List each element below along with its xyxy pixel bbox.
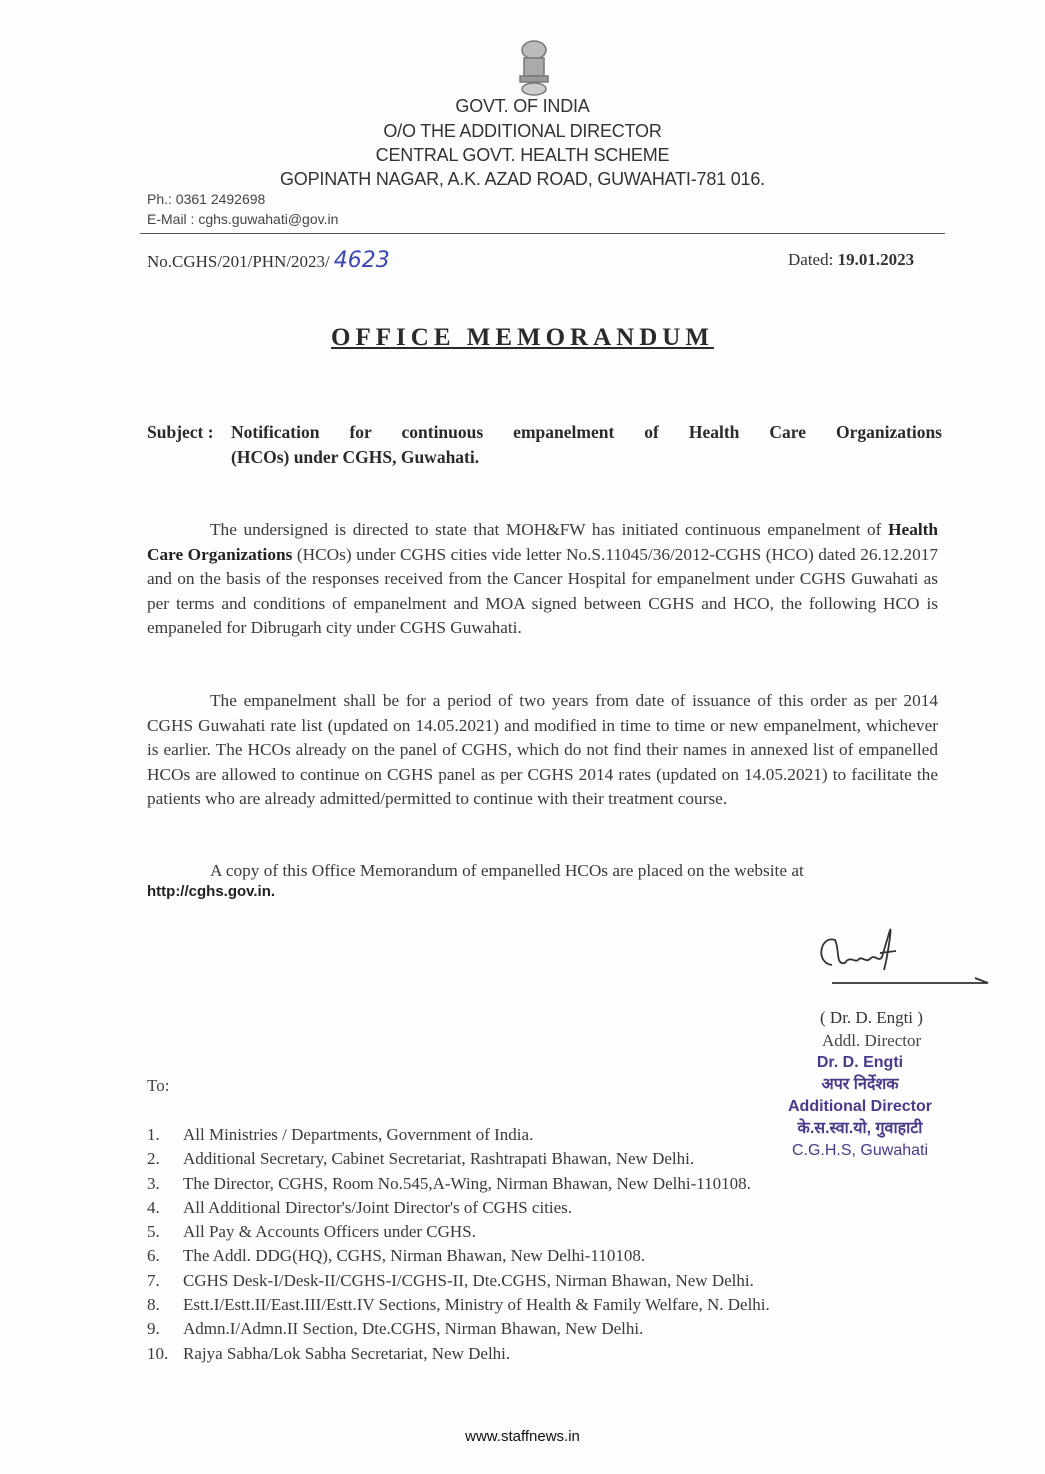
recipient-item [147, 1293, 770, 1317]
recipient-item [147, 1123, 770, 1147]
p1-text: The undersigned is directed to state that MOH&FW has initiated continuous empanelment of [210, 520, 889, 539]
p1-bold: Health Care Organizations [147, 520, 938, 564]
website-link[interactable]: http://cghs.gov.in. [147, 883, 276, 900]
item-number: 10. [147, 1343, 169, 1363]
handwritten-number: 4623 [333, 248, 390, 273]
item-text: CGHS Desk-I/Desk-II/CGHS-I/CGHS-II, Dte.CGHS, Nirman Bhawan, New Delhi. [183, 1270, 754, 1290]
stamp-office: C.G.H.S, Guwahati [791, 1142, 929, 1159]
paragraph-1 [147, 518, 938, 641]
item-number: 4. [147, 1197, 160, 1217]
date-label: Dated: [788, 250, 834, 269]
state-emblem-icon [510, 38, 558, 96]
item-text: Admn.I/Admn.II Section, Dte.CGHS, Nirman Bhawan, New Delhi. [183, 1319, 644, 1339]
item-number: 9. [147, 1319, 160, 1339]
recipient-item [147, 1244, 770, 1268]
header-office: O/O THE ADDITIONAL DIRECTOR [383, 121, 662, 141]
header-govt: GOVT. OF INDIA [455, 96, 590, 116]
to-label: To: [147, 1076, 170, 1095]
paragraph-2: The empanelment shall be for a period of two years from date of issuance of this order as per 2014 CGHS Guwahati rate list (updated on 14.05.2021) and modified in time to time or new empanelment, whichever is earlier. The HCOs already on the panel of CGHS, which do not find their names in annexed list of empanelled HCOs are allowed to continue on CGHS panel as per CGHS 2014 rates (updated on 14.05.2021) to facilitate the patients who are already admitted/permitted to continue with their treatment course. [147, 691, 938, 808]
header-address: GOPINATH NAGAR, A.K. AZAD ROAD, GUWAHATI-781 016. [280, 169, 765, 189]
signature-icon [810, 925, 995, 990]
header-divider [140, 233, 945, 234]
item-number: 1. [147, 1125, 160, 1144]
item-text: All Pay & Accounts Officers under CGHS. [183, 1222, 476, 1242]
item-number: 6. [147, 1246, 160, 1266]
official-stamp [760, 1052, 960, 1162]
item-number: 7. [147, 1270, 160, 1290]
subject-label: Subject : [147, 422, 214, 442]
document-title: OFFICE MEMORANDUM [331, 324, 714, 351]
paragraph-3 [147, 859, 938, 884]
item-number: 3. [147, 1173, 160, 1193]
signatory-name: ( Dr. D. Engti ) [820, 1008, 923, 1027]
date [788, 250, 914, 270]
header-email: E-Mail : cghs.guwahati@gov.in [147, 211, 339, 227]
footer-watermark: www.staffnews.in [465, 1428, 580, 1445]
item-text: All Additional Director's/Joint Director's of CGHS cities. [183, 1197, 573, 1217]
subject-text: Notification for continuous empanelment of Health Care Organizations [231, 422, 942, 442]
stamp-designation: Additional Director [787, 1098, 932, 1115]
item-number: 5. [147, 1222, 160, 1242]
recipient-item [147, 1220, 770, 1244]
item-text: Additional Secretary, Cabinet Secretariat, Rashtrapati Bhawan, New Delhi. [183, 1149, 695, 1169]
subject-text-2: (HCOs) under CGHS, Guwahati. [231, 446, 480, 467]
date-value: 19.01.2023 [837, 250, 915, 269]
item-text: The Director, CGHS, Room No.545,A-Wing, Nirman Bhawan, New Delhi-110108. [183, 1173, 751, 1193]
reference-prefix: No.CGHS/201/PHN/2023/ [147, 252, 330, 271]
recipient-item [147, 1269, 770, 1293]
subject [147, 420, 942, 469]
item-number: 8. [147, 1295, 160, 1315]
stamp-hindi-designation: अपर निर्देशक [821, 1076, 899, 1093]
item-text: Rajya Sabha/Lok Sabha Secretariat, New Delhi. [183, 1343, 511, 1363]
reference-number [147, 248, 390, 273]
recipient-item [147, 1196, 770, 1220]
item-text: Estt.I/Estt.II/East.III/Estt.IV Sections, Ministry of Health & Family Welfare, N. Delhi. [183, 1295, 770, 1315]
recipient-item [147, 1147, 770, 1171]
stamp-name: Dr. D. Engti [816, 1054, 904, 1071]
recipient-item [147, 1342, 770, 1366]
recipient-item [147, 1172, 770, 1196]
item-text: The Addl. DDG(HQ), CGHS, Nirman Bhawan, New Delhi-110108. [183, 1246, 646, 1266]
stamp-hindi-office: के.स.स्वा.यो, गुवाहाटी [797, 1120, 923, 1137]
header-phone: Ph.: 0361 2492698 [147, 191, 266, 207]
signatory-designation: Addl. Director [822, 1031, 922, 1050]
header-scheme: CENTRAL GOVT. HEALTH SCHEME [375, 145, 670, 165]
item-text: All Ministries / Departments, Government of India. [183, 1125, 534, 1144]
recipient-item [147, 1317, 770, 1341]
item-number: 2. [147, 1149, 160, 1169]
recipients-list [147, 1123, 770, 1366]
p1-text-cont: (HCOs) under CGHS cities vide letter No.S.11045/36/2012-CGHS (HCO) dated 26.12.2017 and on the basis of the responses received from the Cancer Hospital for empanelment under CGHS Guwahati as per terms and conditions of empanelment and MOA signed between CGHS and HCO, the following HCO is empaneled for Dibrugarh city under CGHS Guwahati. [147, 544, 938, 637]
p3-text: A copy of this Office Memorandum of empanelled HCOs are placed on the website at [210, 861, 804, 880]
